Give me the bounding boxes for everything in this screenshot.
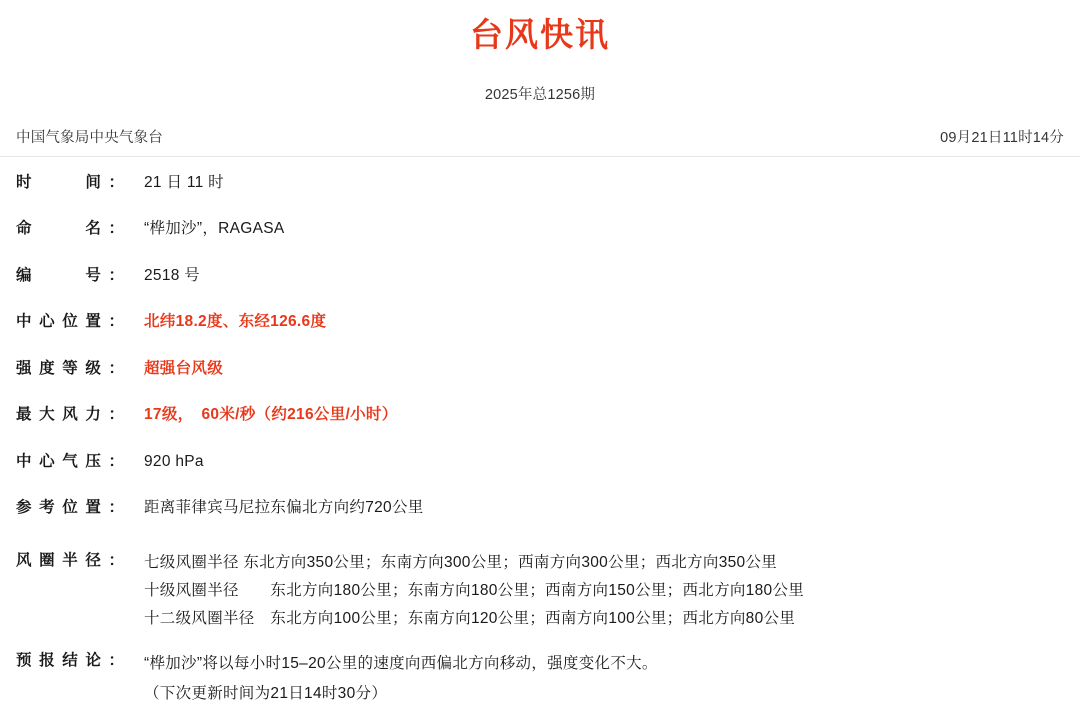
bulletin-fields	[0, 171, 1080, 709]
field-time-value: 21 日 11 时	[144, 173, 224, 191]
field-number-value: 2518 号	[144, 266, 201, 284]
issuing-agency: 中国气象局中央气象台	[16, 129, 163, 146]
wind-radius-line-10: 十级风圈半径 东北方向180公里；东南方向180公里；西南方向150公里；西北方向180公里	[144, 581, 805, 599]
bulletin-meta-row	[0, 126, 1080, 157]
field-wind-radius-label: 风圈半径：	[16, 551, 124, 569]
field-name	[16, 217, 1064, 264]
field-max-wind-label: 最大风力：	[16, 406, 124, 424]
field-center-position-value: 北纬18.2度、东经126.6度	[144, 313, 327, 331]
field-intensity-level-label: 强度等级：	[16, 359, 124, 377]
field-intensity-level-value: 超强台风级	[144, 359, 224, 377]
wind-radius-line-7: 七级风圈半径 东北方向350公里；东南方向300公里；西南方向300公里；西北方向350公里	[144, 553, 778, 571]
field-max-wind	[16, 403, 1064, 450]
field-intensity-level	[16, 357, 1064, 404]
field-forecast-value	[128, 649, 658, 709]
issue-timestamp: 09月21日11时14分	[940, 129, 1064, 146]
forecast-line-movement: “桦加沙”将以每小时15–20公里的速度向西偏北方向移动，强度变化不大。	[144, 654, 658, 672]
field-center-pressure-value: 920 hPa	[144, 452, 204, 470]
field-wind-radius-value	[128, 549, 804, 633]
field-reference-position	[16, 496, 1064, 543]
field-time	[16, 171, 1064, 218]
field-reference-position-value: 距离菲律宾马尼拉东偏北方向约720公里	[144, 499, 424, 517]
field-wind-radius	[16, 549, 1064, 633]
field-center-position-label: 中心位置：	[16, 313, 124, 331]
field-center-position	[16, 310, 1064, 357]
field-number	[16, 264, 1064, 311]
page-title: 台风快讯	[470, 16, 610, 53]
field-max-wind-value: 17级， 60米/秒（约216公里/小时）	[144, 406, 398, 424]
field-number-label: 编 号：	[16, 266, 124, 284]
forecast-line-next-update: （下次更新时间为21日14时30分）	[144, 684, 388, 702]
field-forecast-label: 预报结论：	[16, 651, 124, 669]
field-reference-position-label: 参考位置：	[16, 499, 124, 517]
field-center-pressure-label: 中心气压：	[16, 452, 124, 470]
field-forecast	[16, 649, 1064, 709]
issue-number: 2025年总1256期	[484, 86, 596, 103]
wind-radius-line-12: 十二级风圈半径 东北方向100公里；东南方向120公里；西南方向100公里；西北方向80公里	[144, 609, 796, 627]
field-name-label: 命 名：	[16, 220, 124, 238]
field-name-value: “桦加沙”，RAGASA	[144, 220, 285, 238]
field-time-label: 时 间：	[16, 173, 124, 191]
field-center-pressure	[16, 450, 1064, 497]
